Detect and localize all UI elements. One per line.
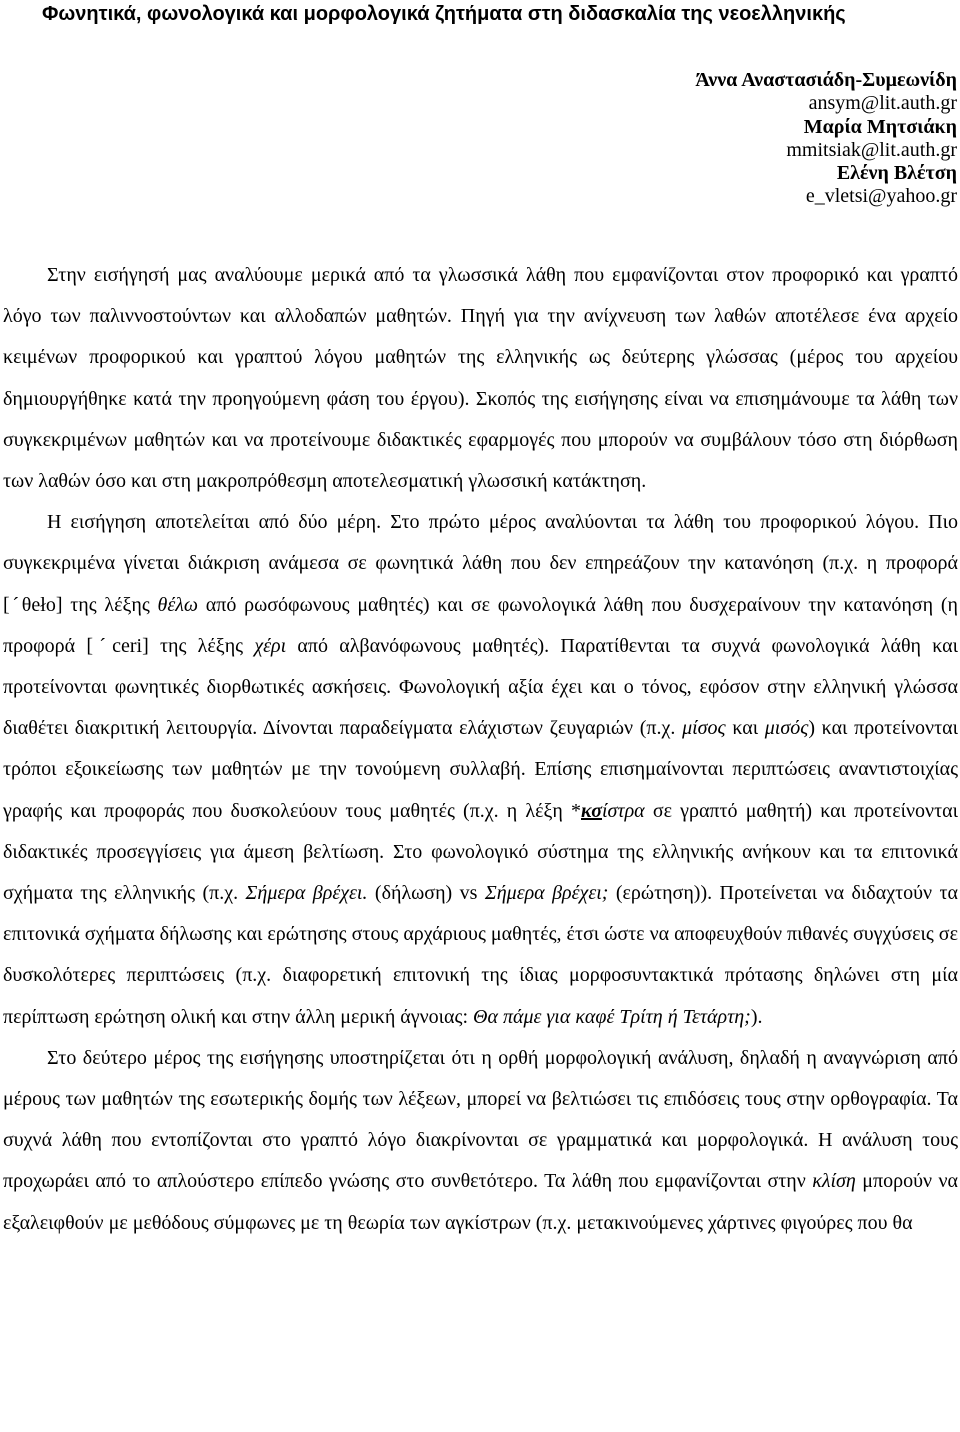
author-email: ansym@lit.auth.gr xyxy=(808,92,957,115)
author-email: e_vletsi@yahoo.gr xyxy=(805,185,957,208)
author-name: Άννα Αναστασιάδη-Συμεωνίδη xyxy=(695,69,957,91)
example-word: θέλω xyxy=(157,593,199,616)
author-name: Μαρία Μητσιάκη xyxy=(803,115,957,138)
author-name: Ελένη Βλέτση xyxy=(836,162,957,185)
example-sentence: Σήμερα βρέχει; xyxy=(484,882,609,905)
text-run: Στο δεύτερο μέρος της εισήγησης υποστηρίζεται ότι η ορθή μορφολογική ανάλυση, δηλαδή η αναγνώριση από μέρους των μαθητών της εσωτερικής δομής των λέξεων, μπορεί να βελτιώσει τις επιδόσεις τους στην ορθογραφία. Τα συχνά λάθη που εντοπίζονται στο γραπτό λόγο διακρίνονται σε γραμματικά και μορφολογικά. Η ανάλυση τους προχωράει από το απλούστερο επίπεδο γνώσης στο συνθετότερο. Τα λάθη που εμφανίζονται στην xyxy=(3,1046,958,1193)
paragraph-intro: Στην εισήγησή μας αναλύουμε μερικά από τα γλωσσικά λάθη που εμφανίζονται στον προφορικό και γραπτό λόγο των παλιννοστούντων και αλλοδαπών μαθητών. Πηγή για την ανίχνευση των λαθών αποτέλεσε ένα αρχείο κειμένων προφορικού και γραπτού λόγου μαθητών της ελληνικής ως δεύτερης γλώσσας (μέρος του αρχείου δημιουργήθηκε κατά την προηγούμενη φάση του έργου). Σκοπός της εισήγησης είναι να επισημάνουμε τα λάθη των συγκεκριμένων μαθητών και να προτείνουμε διδακτικές εφαρμογές που μπορούν να συμβάλουν τόσο στη διόρθωση των λαθών όσο και στη μακροπρόθεσμη αποτελεσματική γλωσσική κατάκτηση. xyxy=(3,264,958,493)
text-run: (ερώτηση)). Προτείνεται να διδαχτούν τα επιτονικά σχήματα δήλωσης και ερώτησης στους αρχάριους μαθητές, έτσι ώστε να αποφευχθούν πιθανές συγχύσεις σε δυσκολότερες περιπτώσεις (π.χ. διαφορετική επιτονική της ίδιας μορφοσυντακτικά πρότασης δηλώνει στη μία περίπτωση ερώτηση ολική και στην άλλη μερική άγνοιας: xyxy=(3,882,958,1028)
text-run: (δήλωση) vs xyxy=(367,882,485,905)
paragraph-oral-errors xyxy=(3,502,958,1038)
example-word: χέρι xyxy=(254,634,287,657)
text-run: Η εισήγηση αποτελείται από δύο μέρη. Στο πρώτο μέρος αναλύονται τα λάθη του προφορικού λόγου. Πιο συγκεκριμένα γίνεται διάκριση ανάμεσα σε φωνητικά λάθη που δεν επηρεάζουν την κατανόηση (π.χ. η προφορά [ˊθełο] της λέξης xyxy=(3,511,958,616)
text-run: και xyxy=(725,717,765,740)
text-run: από αλβανόφωνους μαθητές). Παρατίθενται τα συχνά φωνολογικά λάθη και προτείνονται φωνητικές διορθωτικές ασκήσεις. Φωνολογική αξία έχει και ο τόνος, εφόσον στην ελληνική γλώσσα διαθέτει διακριτική λειτουργία. Δίνονται παραδείγματα ελάχιστων ζευγαριών (π.χ. xyxy=(3,634,958,740)
text-run: ) και προτείνονται τρόποι εξοικείωσης των μαθητών με την τονούμενη συλλαβή. Επίσης επισημαίνονται περιπτώσεις αναντιστοιχίας γραφής και προφοράς που δυσκολεύουν τους μαθητές (π.χ. η λέξη * xyxy=(3,717,958,822)
document-title: Φωνητικά, φωνολογικά και μορφολογικά ζητήματα στη διδασκαλία της νεοελληνικής xyxy=(42,3,846,25)
error-highlight: κσ xyxy=(581,799,602,822)
example-word: μίσος xyxy=(682,717,726,740)
example-sentence: Σήμερα βρέχει. xyxy=(245,882,368,905)
author-email: mmitsiak@lit.auth.gr xyxy=(786,138,957,161)
text-run: μπορούν να εξαλειφθούν με μεθόδους σύμφωνες με τη θεωρία των αγκίστρων (π.χ. μετακινούμενες χάρτινες φιγούρες που θα xyxy=(3,1170,958,1234)
author-block xyxy=(695,69,957,209)
example-word: μισός xyxy=(764,717,809,740)
example-sentence: Θα πάμε για καφέ Τρίτη ή Τετάρτη; xyxy=(473,1005,751,1028)
example-word: κλίση xyxy=(812,1170,856,1193)
text-run: ). xyxy=(750,1005,763,1028)
text-run: σε γραπτό μαθητή) και προτείνονται διδακτικές προσεγγίσεις για άμεση βελτίωση. Στο φωνολογικό σύστημα της ελληνικής ανήκουν και τα επιτονικά σχήματα της ελληνικής (π.χ. xyxy=(3,799,958,905)
example-word: ίστρα xyxy=(602,799,645,822)
abstract-body xyxy=(3,255,958,1244)
paragraph-morphology xyxy=(3,1038,958,1244)
text-run: από ρωσόφωνους μαθητές) και σε φωνολογικά λάθη που δυσχεραίνουν την κατανόηση (η προφορά [ˊceri] της λέξης xyxy=(3,593,958,657)
